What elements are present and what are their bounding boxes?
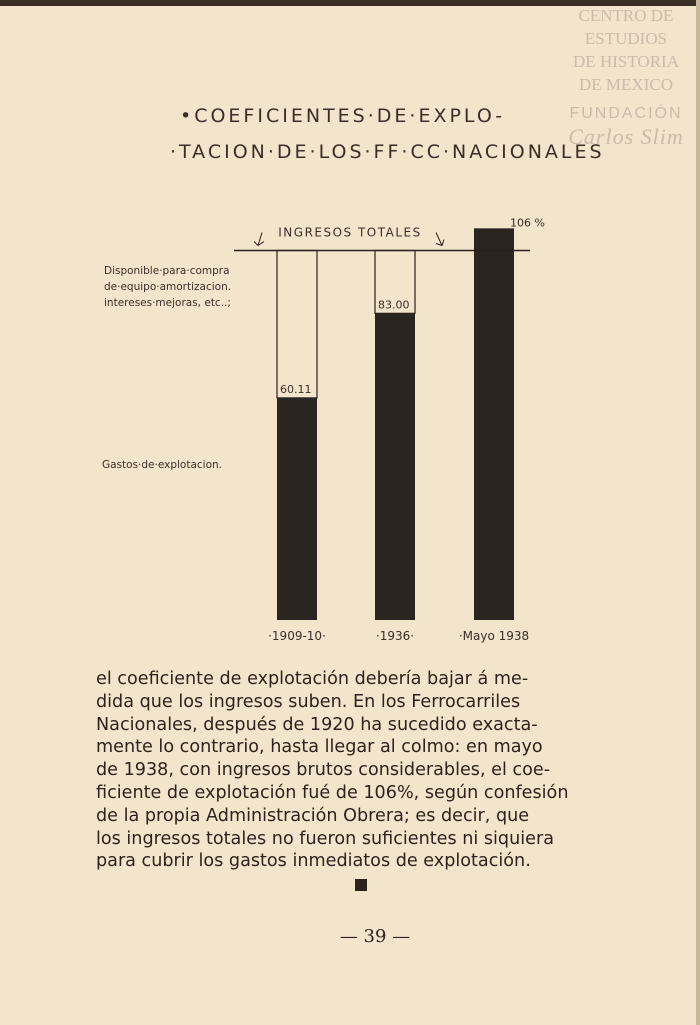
- watermark-line: DE HISTORIA: [573, 52, 679, 71]
- bar-1: [277, 398, 317, 620]
- chart-title-line-1: •COEFICIENTES·DE·EXPLO-: [180, 105, 506, 127]
- body-line: dida que los ingresos suben. En los Ferrocarriles: [96, 691, 521, 712]
- tick-label-3: ·Mayo 1938: [458, 629, 530, 643]
- watermark-line: DE MEXICO: [579, 75, 673, 94]
- bar-3: [474, 228, 514, 620]
- tick-label-2: ·1936·: [375, 629, 415, 643]
- body-line: Nacionales, después de 1920 ha sucedido exacta-: [96, 714, 538, 735]
- body-line: los ingresos totales no fueron suficientes ni siquiera: [96, 828, 554, 849]
- arrow-right-icon: [436, 233, 444, 246]
- reference-line-label: INGRESOS TOTALES: [278, 225, 422, 240]
- data-label-2: 83.00: [378, 298, 410, 312]
- data-label-3: 106 %: [510, 216, 545, 230]
- body-line: mente lo contrario, hasta llegar al colmo: en mayo: [96, 737, 543, 758]
- body-line: de 1938, con ingresos brutos considerables, el coe-: [96, 760, 551, 781]
- body-paragraph: [96, 668, 630, 873]
- end-mark: [355, 879, 367, 891]
- watermark-fundacion: FUNDACIÓN: [569, 105, 683, 122]
- watermark-line: CENTRO DE: [578, 6, 674, 25]
- body-line: de la propia Administración Obrera; es decir, que: [96, 805, 530, 826]
- annotation-upper-line-2: de·equipo·amortizacion.: [104, 281, 232, 293]
- annotation-upper-line-3: intereses·mejoras, etc..;: [104, 297, 231, 309]
- arrow-left-icon: [254, 233, 264, 246]
- chart-title-line-2: ·TACION·DE·LOS·FF·CC·NACIONALES: [170, 141, 605, 163]
- page-number: — 39 —: [339, 926, 411, 947]
- annotation-upper-line-1: Disponible·para·compra: [104, 265, 230, 277]
- annotation-lower: Gastos·de·explotacion.: [102, 459, 223, 471]
- tick-label-1: ·1909-10·: [268, 629, 326, 643]
- watermark-signature: Carlos Slim: [568, 124, 684, 149]
- body-line: el coeficiente de explotación debería bajar á me-: [96, 669, 529, 689]
- bar-outline-1: [277, 251, 317, 398]
- watermark-line: ESTUDIOS: [584, 29, 668, 48]
- bar-2: [375, 313, 415, 620]
- body-line: ficiente de explotación fué de 106%, según confesión: [96, 782, 569, 803]
- body-line: para cubrir los gastos inmediatos de explotación.: [96, 851, 531, 872]
- data-label-1: 60.11: [280, 382, 312, 396]
